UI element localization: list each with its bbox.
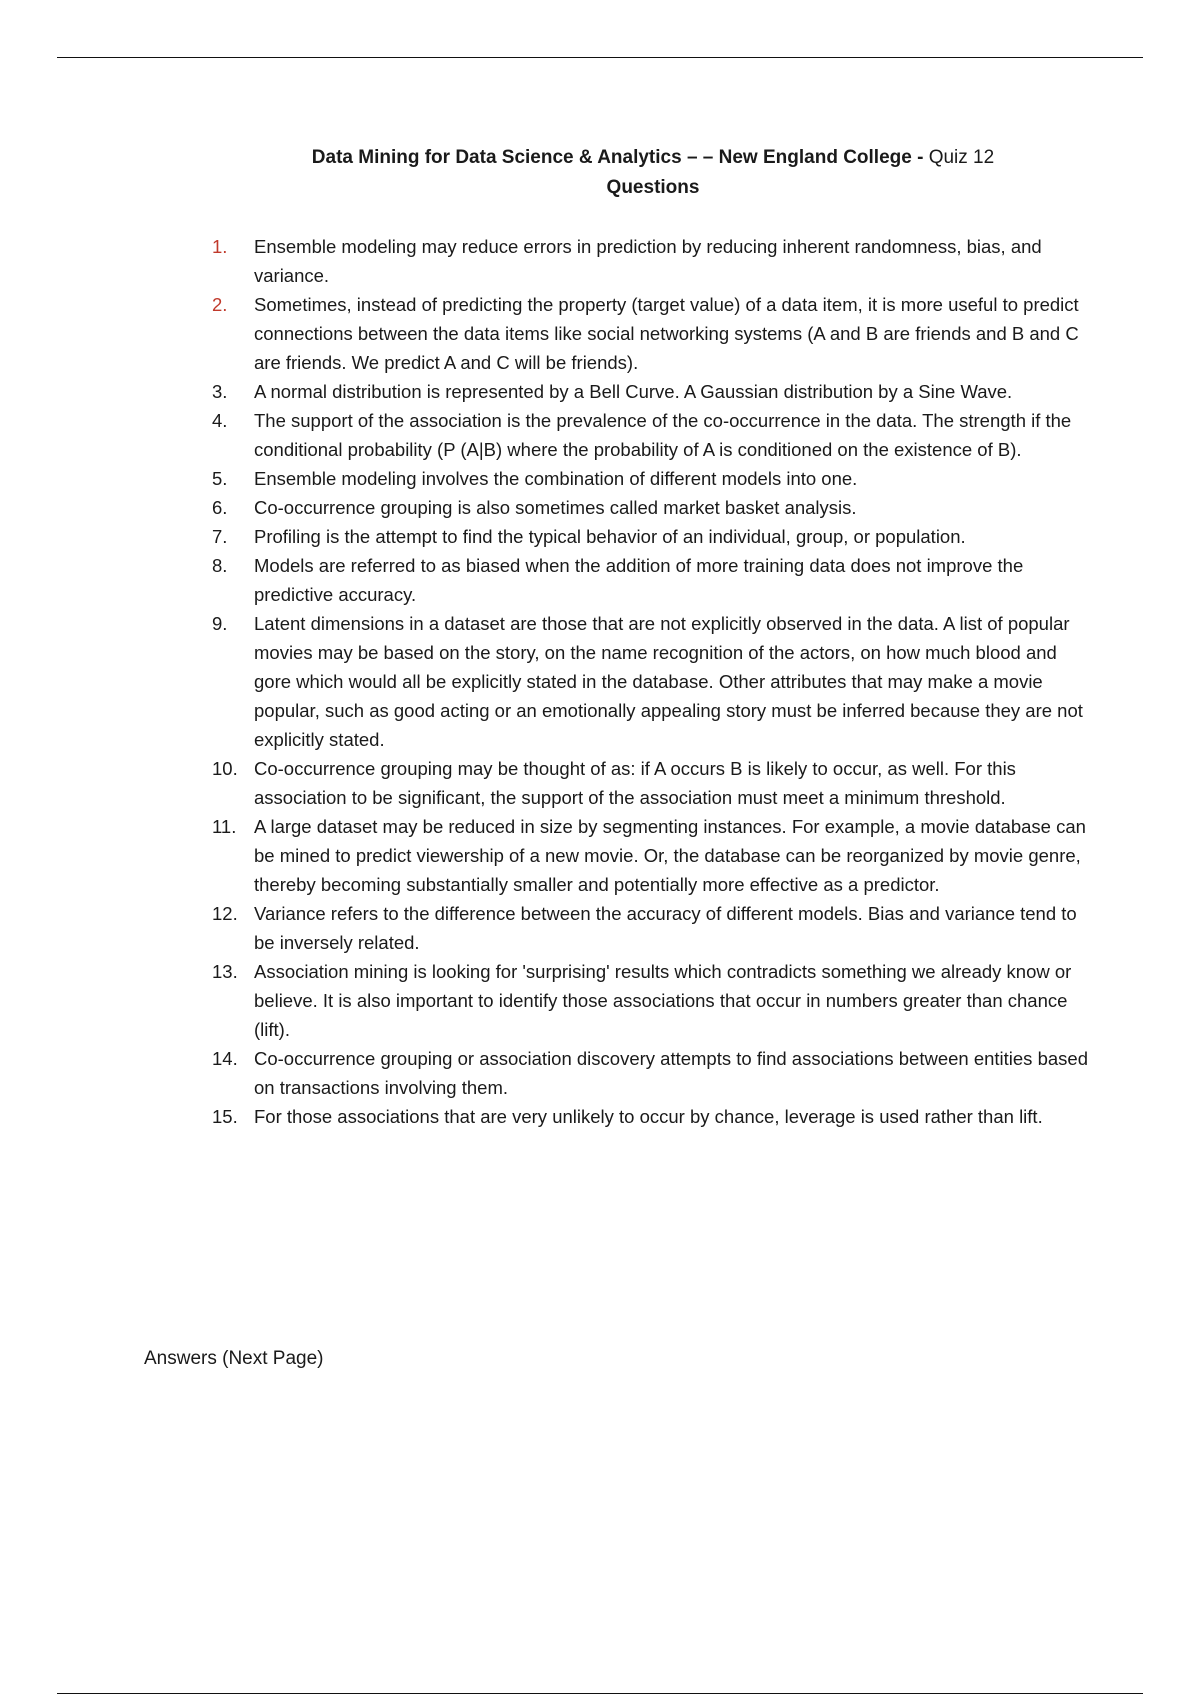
question-item [212, 899, 1092, 957]
question-number: 3. [212, 381, 228, 402]
question-text: Co-occurrence grouping or association discovery attempts to find associations between entities based on transactions involving them. [254, 1048, 1088, 1098]
question-item [212, 754, 1092, 812]
question-item [212, 609, 1092, 754]
question-text: A large dataset may be reduced in size by segmenting instances. For example, a movie database can be mined to predict viewership of a new movie. Or, the database can be reorganized by movie genre, thereby becoming substantially smaller and potentially more effective as a predictor. [254, 816, 1086, 895]
question-number: 7. [212, 526, 228, 547]
question-number: 13. [212, 961, 238, 982]
question-text: The support of the association is the prevalence of the co-occurrence in the data. The strength if the conditional probability (P (A|B) where the probability of A is conditioned on the existence of B). [254, 410, 1072, 460]
document-subtitle: Questions [606, 177, 700, 198]
question-text: A normal distribution is represented by a Bell Curve. A Gaussian distribution by a Sine Wave. [254, 381, 1013, 402]
document-title-bold: Data Mining for Data Science & Analytics – – New England College - [311, 147, 924, 168]
question-number: 6. [212, 497, 228, 518]
question-item [212, 377, 1092, 406]
question-item [212, 1044, 1092, 1102]
question-number: 11. [212, 816, 237, 837]
document-title [0, 143, 1200, 173]
question-item [212, 1102, 1092, 1131]
question-item [212, 957, 1092, 1044]
question-item [212, 406, 1092, 464]
question-item [212, 551, 1092, 609]
question-text: Co-occurrence grouping may be thought of as: if A occurs B is likely to occur, as well. For this association to be significant, the support of the association must meet a minimum threshold. [254, 758, 1016, 808]
question-text: Co-occurrence grouping is also sometimes called market basket analysis. [254, 497, 857, 518]
question-list [212, 232, 1092, 1131]
question-number: 2. [212, 294, 228, 315]
question-number: 8. [212, 555, 228, 576]
question-item [212, 290, 1092, 377]
quiz-number: Quiz 12 [923, 147, 995, 168]
question-text: For those associations that are very unlikely to occur by chance, leverage is used rather than lift. [254, 1106, 1043, 1127]
top-divider [57, 57, 1143, 58]
question-item [212, 522, 1092, 551]
question-number: 1. [212, 236, 228, 257]
question-number: 4. [212, 410, 228, 431]
question-item [212, 232, 1092, 290]
question-text: Association mining is looking for 'surprising' results which contradicts something we already know or believe. It is also important to identify those associations that occur in numbers greater than chance (lift). [254, 961, 1072, 1040]
question-number: 9. [212, 613, 228, 634]
question-text: Profiling is the attempt to find the typical behavior of an individual, group, or population. [254, 526, 966, 547]
answers-note: Answers (Next Page) [144, 1348, 324, 1369]
question-text: Sometimes, instead of predicting the property (target value) of a data item, it is more useful to predict connections between the data items like social networking systems (A and B are friends and B and C are friends. We predict A and C will be friends). [254, 294, 1079, 373]
question-number: 5. [212, 468, 228, 489]
question-text: Ensemble modeling involves the combination of different models into one. [254, 468, 858, 489]
question-item [212, 812, 1092, 899]
question-number: 10. [212, 758, 238, 779]
question-text: Latent dimensions in a dataset are those that are not explicitly observed in the data. A list of popular movies may be based on the story, on the name recognition of the actors, on how much blood and gore which would all be explicitly stated in the database. Other attributes that may make a movie popular, such as good acting or an emotionally appealing story must be inferred because they are not explicitly stated. [254, 613, 1083, 750]
bottom-divider [57, 1693, 1143, 1694]
question-number: 12. [212, 903, 238, 924]
question-text: Ensemble modeling may reduce errors in prediction by reducing inherent randomness, bias, and variance. [254, 236, 1042, 286]
question-text: Variance refers to the difference between the accuracy of different models. Bias and variance tend to be inversely related. [254, 903, 1077, 953]
question-item [212, 464, 1092, 493]
question-number: 14. [212, 1048, 238, 1069]
document-header [0, 143, 1200, 203]
question-number: 15. [212, 1106, 238, 1127]
question-item [212, 493, 1092, 522]
question-text: Models are referred to as biased when the addition of more training data does not improve the predictive accuracy. [254, 555, 1024, 605]
